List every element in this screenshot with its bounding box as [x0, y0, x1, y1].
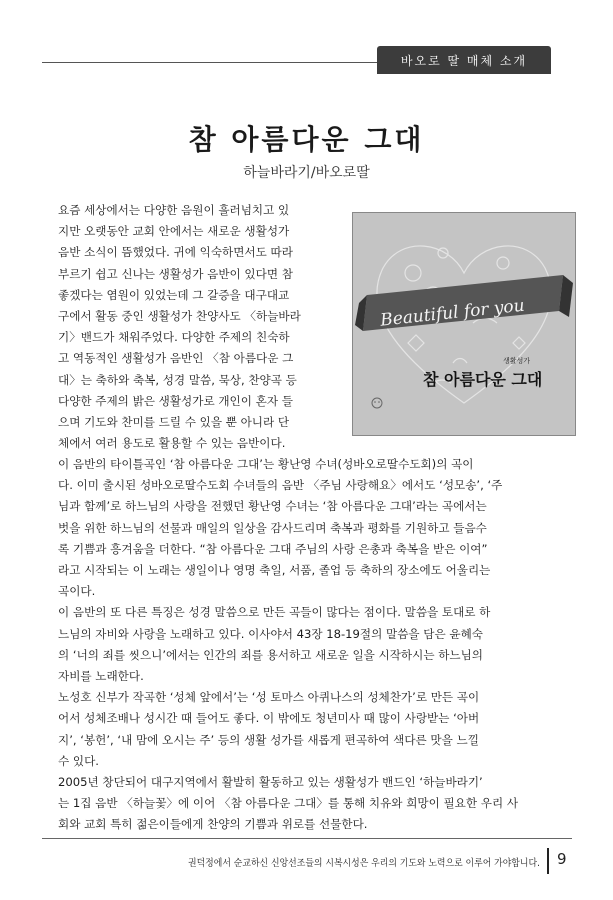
footer-slogan: 권덕정에서 순교하신 신앙선조들의 시복시성은 우리의 기도와 노력으로 이루어 가야합니다. [188, 858, 540, 869]
text-line: 수 있다. [58, 753, 99, 768]
text-line: 다양한 주제의 밝은 생활성가로 개인이 혼자 들 [58, 393, 293, 408]
page-number: 9 [557, 850, 567, 868]
album-banner-text: Beautiful for you [379, 295, 526, 331]
album-small-label: 생활성가 [503, 357, 531, 365]
text-line: 벗을 위한 하느님의 선물과 매일의 일상을 감사드리며 축복과 평화를 기원하고 들음수 [58, 520, 487, 535]
text-line: 이 음반의 또 다른 특징은 성경 말씀으로 만든 곡들이 많다는 점이다. 말씀을 토대로 하 [58, 605, 491, 620]
text-line: 는 1집 음반 〈하늘꽃〉에 이어 〈참 아름다운 그대〉를 통해 치유와 희망이 필요한 우리 사 [58, 796, 519, 811]
text-line: 자비를 노래한다. [58, 669, 144, 683]
article-title: 참 아름다운 그대 [188, 123, 425, 156]
text-line: 부르기 쉽고 신나는 생활성가 음반이 있다면 참 [58, 266, 293, 281]
text-line: 음반 소식이 뜸했었다. 귀에 익숙하면서도 따라 [58, 245, 293, 260]
text-line: 다. 이미 출시된 성바오로딸수도회 수녀들의 음반 〈주님 사랑해요〉에서도 ‘성모송’, ‘주 [58, 478, 503, 493]
text-line: 요즘 세상에서는 다양한 음원이 흘러넘치고 있 [58, 203, 290, 217]
album-cover-art [353, 213, 575, 435]
text-line: 2005년 창단되어 대구지역에서 활발히 활동하고 있는 생활성가 밴드인 ‘하늘바라기’ [58, 775, 483, 789]
text-line: 좋겠다는 염원이 있었는데 그 갈증을 대구대교 [58, 287, 290, 302]
text-line: 체에서 여러 용도로 활용할 수 있는 음반이다. [58, 436, 286, 451]
article-subtitle: 하늘바라기/바오로딸 [243, 165, 370, 181]
section-tab: 바오로 딸 매체 소개 [377, 46, 551, 74]
text-line: 구에서 활동 중인 생활성가 찬양사도 〈하늘바라 [58, 309, 301, 323]
album-cover-title: 참 아름다운 그대 [423, 370, 543, 389]
text-line: 노성호 신부가 작곡한 ‘성체 앞에서’는 ‘성 토마스 아퀴나스의 성체찬가’로 만든 곡이 [58, 690, 480, 705]
album-cover-image [352, 212, 576, 436]
text-line: 이 음반의 타이틀곡인 ‘참 아름다운 그대’는 황난영 수녀(성바오로딸수도회)의 곡이 [58, 457, 474, 471]
header-rule [42, 62, 410, 63]
text-line: 지만 오랫동안 교회 안에서는 새로운 생활성가 [58, 224, 290, 239]
text-line: 고 역동적인 생활성가 음반인 〈참 아름다운 그 [58, 351, 294, 366]
text-line: 대〉는 축하와 축복, 성경 말씀, 묵상, 찬양곡 등 [58, 372, 297, 387]
text-line: 의 ‘너의 죄를 씻으니’에서는 인간의 죄를 용서하고 새로운 일을 시작하시는 하느님의 [58, 647, 484, 662]
text-line: 님과 함께’로 하느님의 사랑을 전했던 황난영 수녀는 ‘참 아름다운 그대’라는 곡에서는 [58, 499, 487, 514]
text-line: 곡이다. [58, 584, 96, 599]
text-line: 느님의 자비와 사랑을 노래하고 있다. 이사야서 43장 18-19절의 말씀을 담은 윤혜숙 [58, 626, 483, 641]
footer-divider [547, 848, 549, 874]
text-line: 어서 성체조배나 성시간 때 들어도 좋다. 이 밖에도 청년미사 때 많이 사랑받는 ‘아버 [58, 711, 480, 726]
text-line: 기〉밴드가 채워주었다. 다양한 주제의 친숙하 [58, 330, 290, 345]
text-line: 라고 시작되는 이 노래는 생일이나 영명 축일, 서품, 졸업 등 축하의 장소에도 어울리는 [58, 563, 491, 577]
text-line: 록 기쁨과 흥겨움을 더한다. “참 아름다운 그대 주님의 사랑 은총과 축복을 받은 이여” [58, 541, 488, 556]
footer-rule [42, 838, 572, 839]
text-line: 으며 기도와 찬미를 드릴 수 있을 뿐 아니라 단 [58, 415, 290, 429]
text-line: 지’, ‘봉헌’, ‘내 맘에 오시는 주’ 등의 생활 성가를 새롭게 편곡하여 색다른 맛을 느낄 [58, 732, 479, 747]
text-line: 회와 교회 특히 젊은이들에게 찬양의 기쁨과 위로를 선물한다. [58, 817, 368, 832]
